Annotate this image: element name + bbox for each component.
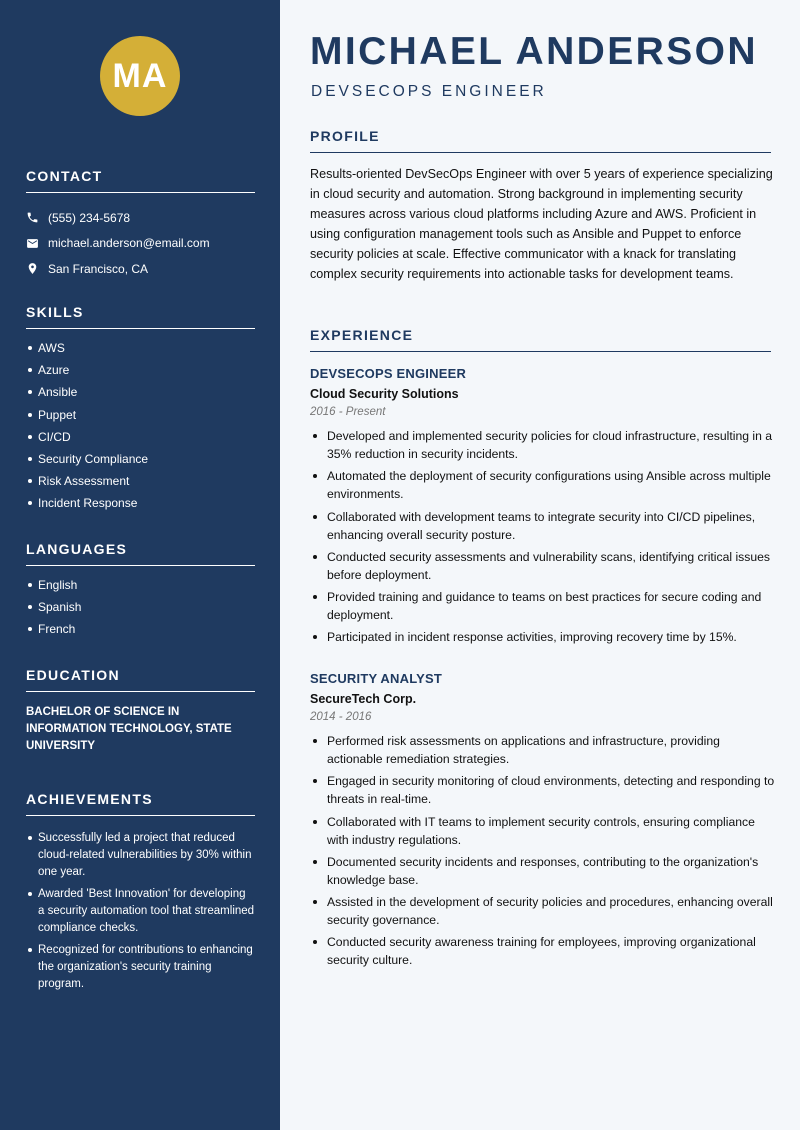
skill-item: Ansible	[26, 385, 255, 407]
job-entry	[310, 366, 775, 651]
job-company: SecureTech Corp.	[310, 692, 417, 706]
achievements-heading: ACHIEVEMENTS	[26, 791, 255, 816]
experience-heading: EXPERIENCE	[310, 327, 771, 352]
email-icon	[26, 237, 39, 250]
job-bullet: Documented security incidents and responses, contributing to the organization's knowledge base.	[310, 853, 775, 889]
skills-list	[26, 341, 255, 519]
achievements-list	[26, 830, 255, 993]
achievements-section	[26, 791, 255, 998]
skill-item: CI/CD	[26, 430, 255, 452]
skill-item: AWS	[26, 341, 255, 363]
email-text: michael.anderson@email.com	[48, 236, 210, 251]
job-bullet: Conducted security assessments and vulnerability scans, identifying critical issues before deployment.	[310, 548, 775, 584]
profile-text: Results-oriented DevSecOps Engineer with over 5 years of experience specializing in cloud security and automation. Strong background in implementing security measures across various cloud platforms including Azure and AWS. Proficient in using configuration management tools such as Ansible and Puppet to enforce security policies at scale. Effective communicator with a knack for translating complex security requirements into actionable tasks for development teams.	[310, 167, 773, 281]
profile-heading: PROFILE	[310, 128, 771, 153]
education-heading: EDUCATION	[26, 667, 255, 692]
avatar: MA	[100, 36, 180, 116]
job-dates: 2016 - Present	[310, 406, 386, 418]
contact-heading: CONTACT	[26, 168, 255, 193]
languages-heading: LANGUAGES	[26, 541, 255, 566]
skills-section	[26, 304, 255, 519]
job-title: SECURITY ANALYST	[310, 671, 443, 686]
achievement-item: Recognized for contributions to enhancing the organization's security training program.	[26, 942, 255, 993]
job-bullet: Participated in incident response activities, improving recovery time by 15%.	[310, 628, 775, 646]
candidate-name: MICHAEL ANDERSON	[310, 30, 758, 73]
location-text: San Francisco, CA	[48, 261, 149, 276]
job-bullet: Automated the deployment of security configurations using Ansible across multiple environments.	[310, 467, 775, 503]
job-bullet: Provided training and guidance to teams on best practices for secure coding and deployment.	[310, 588, 775, 624]
sidebar	[0, 0, 280, 1130]
job-bullet: Collaborated with IT teams to implement security controls, ensuring compliance with industry regulations.	[310, 813, 775, 849]
language-item: Spanish	[26, 600, 255, 622]
skills-heading: SKILLS	[26, 304, 255, 329]
job-bullet: Collaborated with development teams to integrate security into CI/CD pipelines, enhancing overall security posture.	[310, 508, 775, 544]
contact-phone	[26, 205, 255, 231]
phone-icon	[26, 211, 39, 224]
job-title: DEVSECOPS ENGINEER	[310, 366, 467, 381]
language-item: French	[26, 622, 255, 644]
job-company: Cloud Security Solutions	[310, 387, 459, 401]
phone-text: (555) 234-5678	[48, 210, 131, 225]
main-content	[280, 0, 800, 1130]
language-item: English	[26, 578, 255, 600]
skill-item: Puppet	[26, 408, 255, 430]
skill-item: Azure	[26, 363, 255, 385]
job-dates: 2014 - 2016	[310, 711, 372, 723]
contact-list	[26, 205, 255, 282]
candidate-title: DEVSECOPS ENGINEER	[311, 83, 547, 100]
languages-list	[26, 578, 255, 645]
job-bullets	[310, 427, 775, 646]
job-bullet: Performed risk assessments on applications and infrastructure, providing actionable remediation strategies.	[310, 732, 775, 768]
location-pin-icon	[26, 262, 39, 275]
job-bullet: Engaged in security monitoring of cloud environments, detecting and responding to threats in real-time.	[310, 772, 775, 808]
contact-section	[26, 168, 255, 282]
education-degree: BACHELOR OF SCIENCE IN INFORMATION TECHNOLOGY, STATE UNIVERSITY	[26, 706, 232, 752]
job-bullet: Developed and implemented security policies for cloud infrastructure, resulting in a 35% reduction in security incidents.	[310, 427, 775, 463]
job-bullet: Assisted in the development of security policies and procedures, enhancing overall security governance.	[310, 893, 775, 929]
job-bullets	[310, 732, 775, 969]
languages-section	[26, 541, 255, 645]
job-entry	[310, 671, 775, 974]
skill-item: Security Compliance	[26, 452, 255, 474]
skill-item: Incident Response	[26, 496, 255, 518]
achievement-item: Awarded 'Best Innovation' for developing a security automation tool that streamlined compliance checks.	[26, 886, 255, 937]
contact-location	[26, 256, 255, 282]
achievement-item: Successfully led a project that reduced cloud-related vulnerabilities by 30% within one year.	[26, 830, 255, 881]
skill-item: Risk Assessment	[26, 474, 255, 496]
education-section	[26, 667, 255, 755]
job-bullet: Conducted security awareness training for employees, improving organizational security culture.	[310, 933, 775, 969]
contact-email	[26, 231, 255, 257]
